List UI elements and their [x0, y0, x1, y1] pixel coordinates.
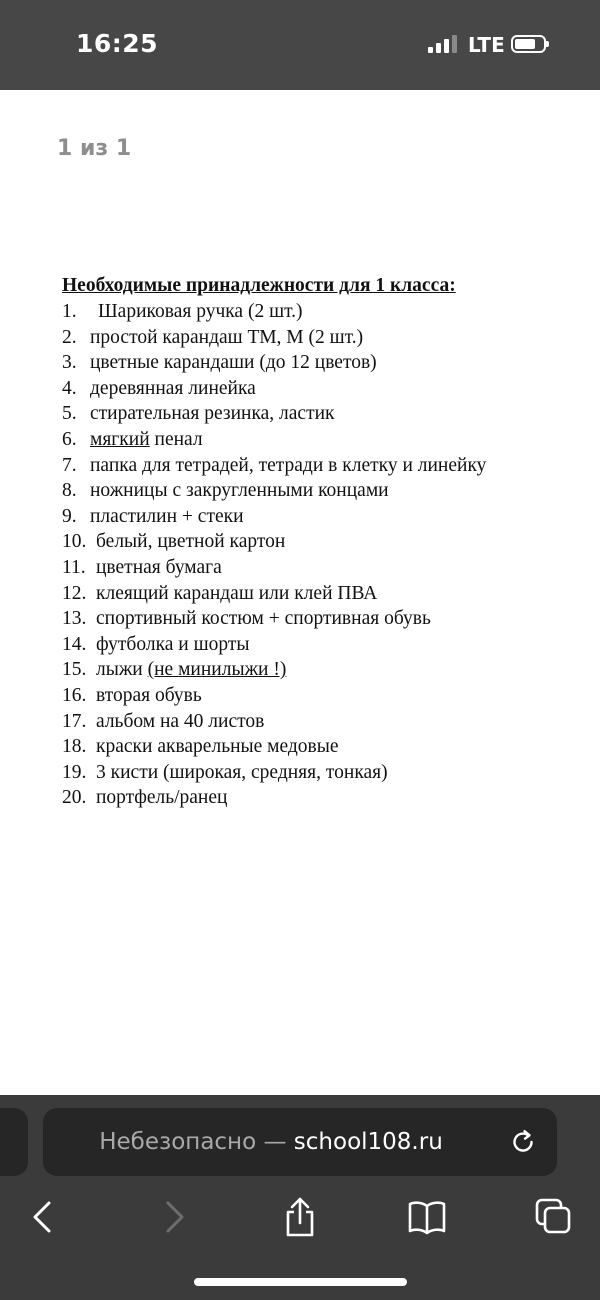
item-text: цветные карандаши (до 12 цветов)	[90, 352, 377, 374]
item-text: пластилин + стеки	[90, 505, 244, 527]
item-number: 16.	[62, 684, 87, 706]
item-text: пенал	[149, 428, 203, 450]
list-item	[62, 734, 582, 760]
address-domain: school108.ru	[293, 1129, 443, 1155]
supply-list	[62, 299, 582, 811]
list-item	[62, 581, 582, 607]
item-text-underlined: мягкий	[90, 428, 150, 450]
previous-tab-preview[interactable]	[0, 1108, 28, 1176]
item-number: 12.	[62, 582, 87, 604]
item-text: краски акварельные медовые	[96, 736, 339, 758]
item-text: спортивный костюм + спортивная обувь	[96, 608, 431, 630]
chevron-right-icon[interactable]	[152, 1195, 196, 1239]
list-item	[62, 376, 582, 402]
book-icon[interactable]	[405, 1195, 449, 1239]
chevron-left-icon[interactable]	[21, 1195, 65, 1239]
list-item	[62, 427, 582, 453]
item-number: 5.	[62, 403, 77, 425]
list-item	[62, 529, 582, 555]
item-number: 15.	[62, 659, 87, 681]
item-text: 3 кисти (широкая, средняя, тонкая)	[96, 761, 388, 783]
item-number: 19.	[62, 761, 87, 783]
list-item	[62, 401, 582, 427]
item-text-underlined: (не минилыжи !)	[147, 659, 287, 681]
tabs-icon[interactable]	[532, 1195, 576, 1239]
battery-icon	[511, 35, 546, 53]
list-item	[62, 632, 582, 658]
item-number: 11.	[62, 556, 86, 578]
page-counter: 1 из 1	[57, 136, 132, 161]
list-item	[62, 709, 582, 735]
item-number: 7.	[62, 454, 77, 476]
list-item	[62, 606, 582, 632]
reload-icon[interactable]	[509, 1128, 537, 1156]
item-number: 2.	[62, 326, 77, 348]
item-number: 10.	[62, 531, 87, 553]
item-number: 18.	[62, 736, 87, 758]
item-number: 8.	[62, 480, 77, 502]
status-bar	[0, 0, 600, 90]
address-text[interactable]	[43, 1108, 499, 1176]
item-text: лыжи	[96, 659, 148, 681]
list-item	[62, 683, 582, 709]
list-item	[62, 555, 582, 581]
item-number: 14.	[62, 633, 87, 655]
list-item	[62, 325, 582, 351]
item-text: простой карандаш ТМ, М (2 шт.)	[90, 326, 364, 348]
item-text: ножницы с закругленными концами	[90, 480, 389, 502]
document	[62, 272, 582, 811]
list-item	[62, 657, 582, 683]
item-number: 3.	[62, 352, 77, 374]
address-bar[interactable]	[43, 1108, 557, 1176]
home-indicator[interactable]	[194, 1278, 407, 1286]
list-item	[62, 299, 582, 325]
item-text: белый, цветной картон	[96, 531, 286, 553]
item-number: 4.	[62, 377, 77, 399]
item-number: 9.	[62, 505, 77, 527]
share-icon[interactable]	[278, 1195, 322, 1239]
list-item	[62, 785, 582, 811]
item-text: Шариковая ручка (2 шт.)	[98, 301, 303, 322]
item-text: папка для тетрадей, тетради в клетку и линейку	[90, 454, 487, 476]
cellular-signal-icon	[428, 35, 460, 53]
network-type: LTE	[468, 33, 505, 57]
item-text: портфель/ранец	[96, 787, 228, 809]
list-item	[62, 760, 582, 786]
list-item	[62, 350, 582, 376]
list-item	[62, 504, 582, 530]
status-time: 16:25	[76, 29, 159, 58]
item-number: 17.	[62, 710, 87, 732]
item-text: вторая обувь	[96, 684, 202, 706]
item-number: 6.	[62, 428, 77, 450]
item-number: 13.	[62, 608, 87, 630]
item-text: альбом на 40 листов	[96, 710, 265, 732]
item-number: 20.	[62, 787, 87, 809]
item-text: футболка и шорты	[96, 633, 250, 655]
security-warning: Небезопасно —	[99, 1129, 294, 1155]
item-text: деревянная линейка	[90, 377, 256, 399]
item-text: цветная бумага	[96, 556, 222, 578]
item-number: 1.	[62, 301, 77, 322]
item-text: клеящий карандаш или клей ПВА	[96, 582, 378, 604]
list-item	[62, 478, 582, 504]
list-item	[62, 453, 582, 479]
item-text: стирательная резинка, ластик	[90, 403, 335, 425]
browser-toolbar	[0, 1095, 600, 1300]
document-heading: Необходимые принадлежности для 1 класса:	[62, 275, 456, 296]
